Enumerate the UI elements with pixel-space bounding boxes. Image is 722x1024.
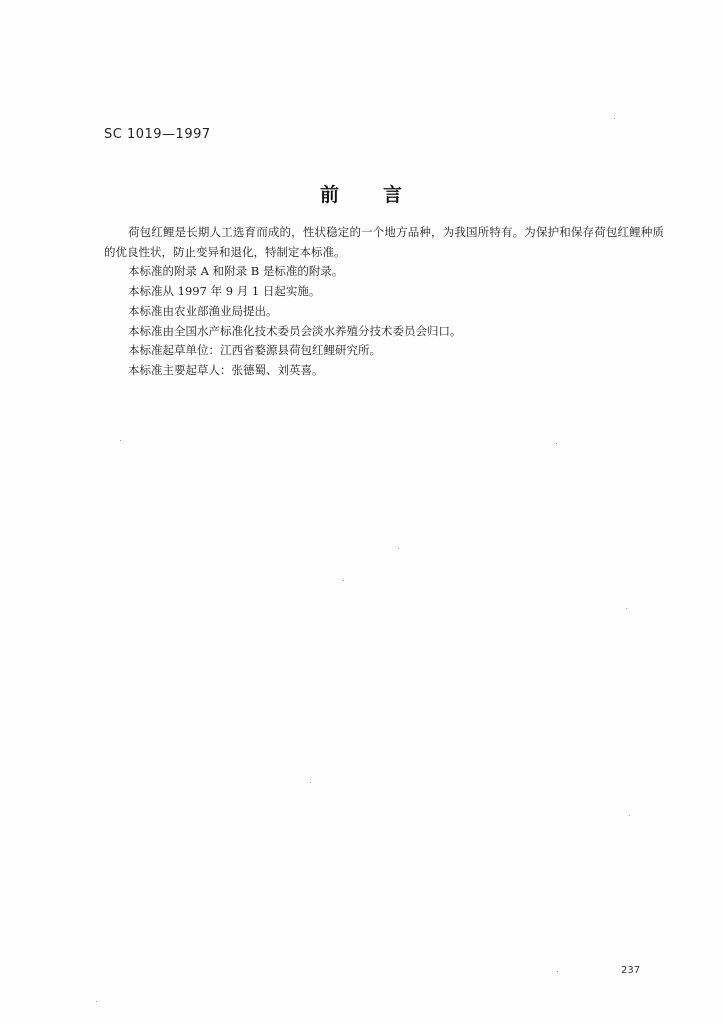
scan-speck [310, 782, 311, 783]
scan-speck [626, 608, 627, 609]
paragraph: 本标准的附录 A 和附录 B 是标准的附录。 [128, 264, 344, 279]
scan-speck [614, 118, 615, 119]
foreword-body [104, 223, 664, 381]
scan-speck [629, 815, 630, 816]
scan-speck [556, 443, 557, 444]
paragraph: 本标准主要起草人：张德蜀、刘英喜。 [128, 362, 324, 377]
scan-speck [96, 1001, 97, 1002]
standard-code: SC 1019—1997 [104, 127, 211, 142]
page-title: 前言 [319, 184, 446, 206]
scan-speck [398, 548, 399, 549]
scan-speck [557, 971, 558, 972]
paragraph: 本标准从 1997 年 9 月 1 日起实施。 [128, 284, 321, 299]
page-number: 237 [621, 965, 641, 976]
scan-speck [120, 440, 121, 441]
scan-speck [343, 580, 344, 581]
paragraph: 本标准由农业部渔业局提出。 [128, 303, 278, 318]
paragraph: 本标准起草单位：江西省婺源县荷包红鲤研究所。 [128, 343, 381, 358]
paragraph: 本标准由全国水产标准化技术委员会淡水养殖分技术委员会归口。 [128, 323, 462, 338]
paragraph: 荷包红鲤是长期人工选育而成的，性状稳定的一个地方品种，为我国所特有。为保护和保存荷包红鲤种质的优良性状，防止变异和退化，特制定本标准。 [104, 225, 664, 259]
